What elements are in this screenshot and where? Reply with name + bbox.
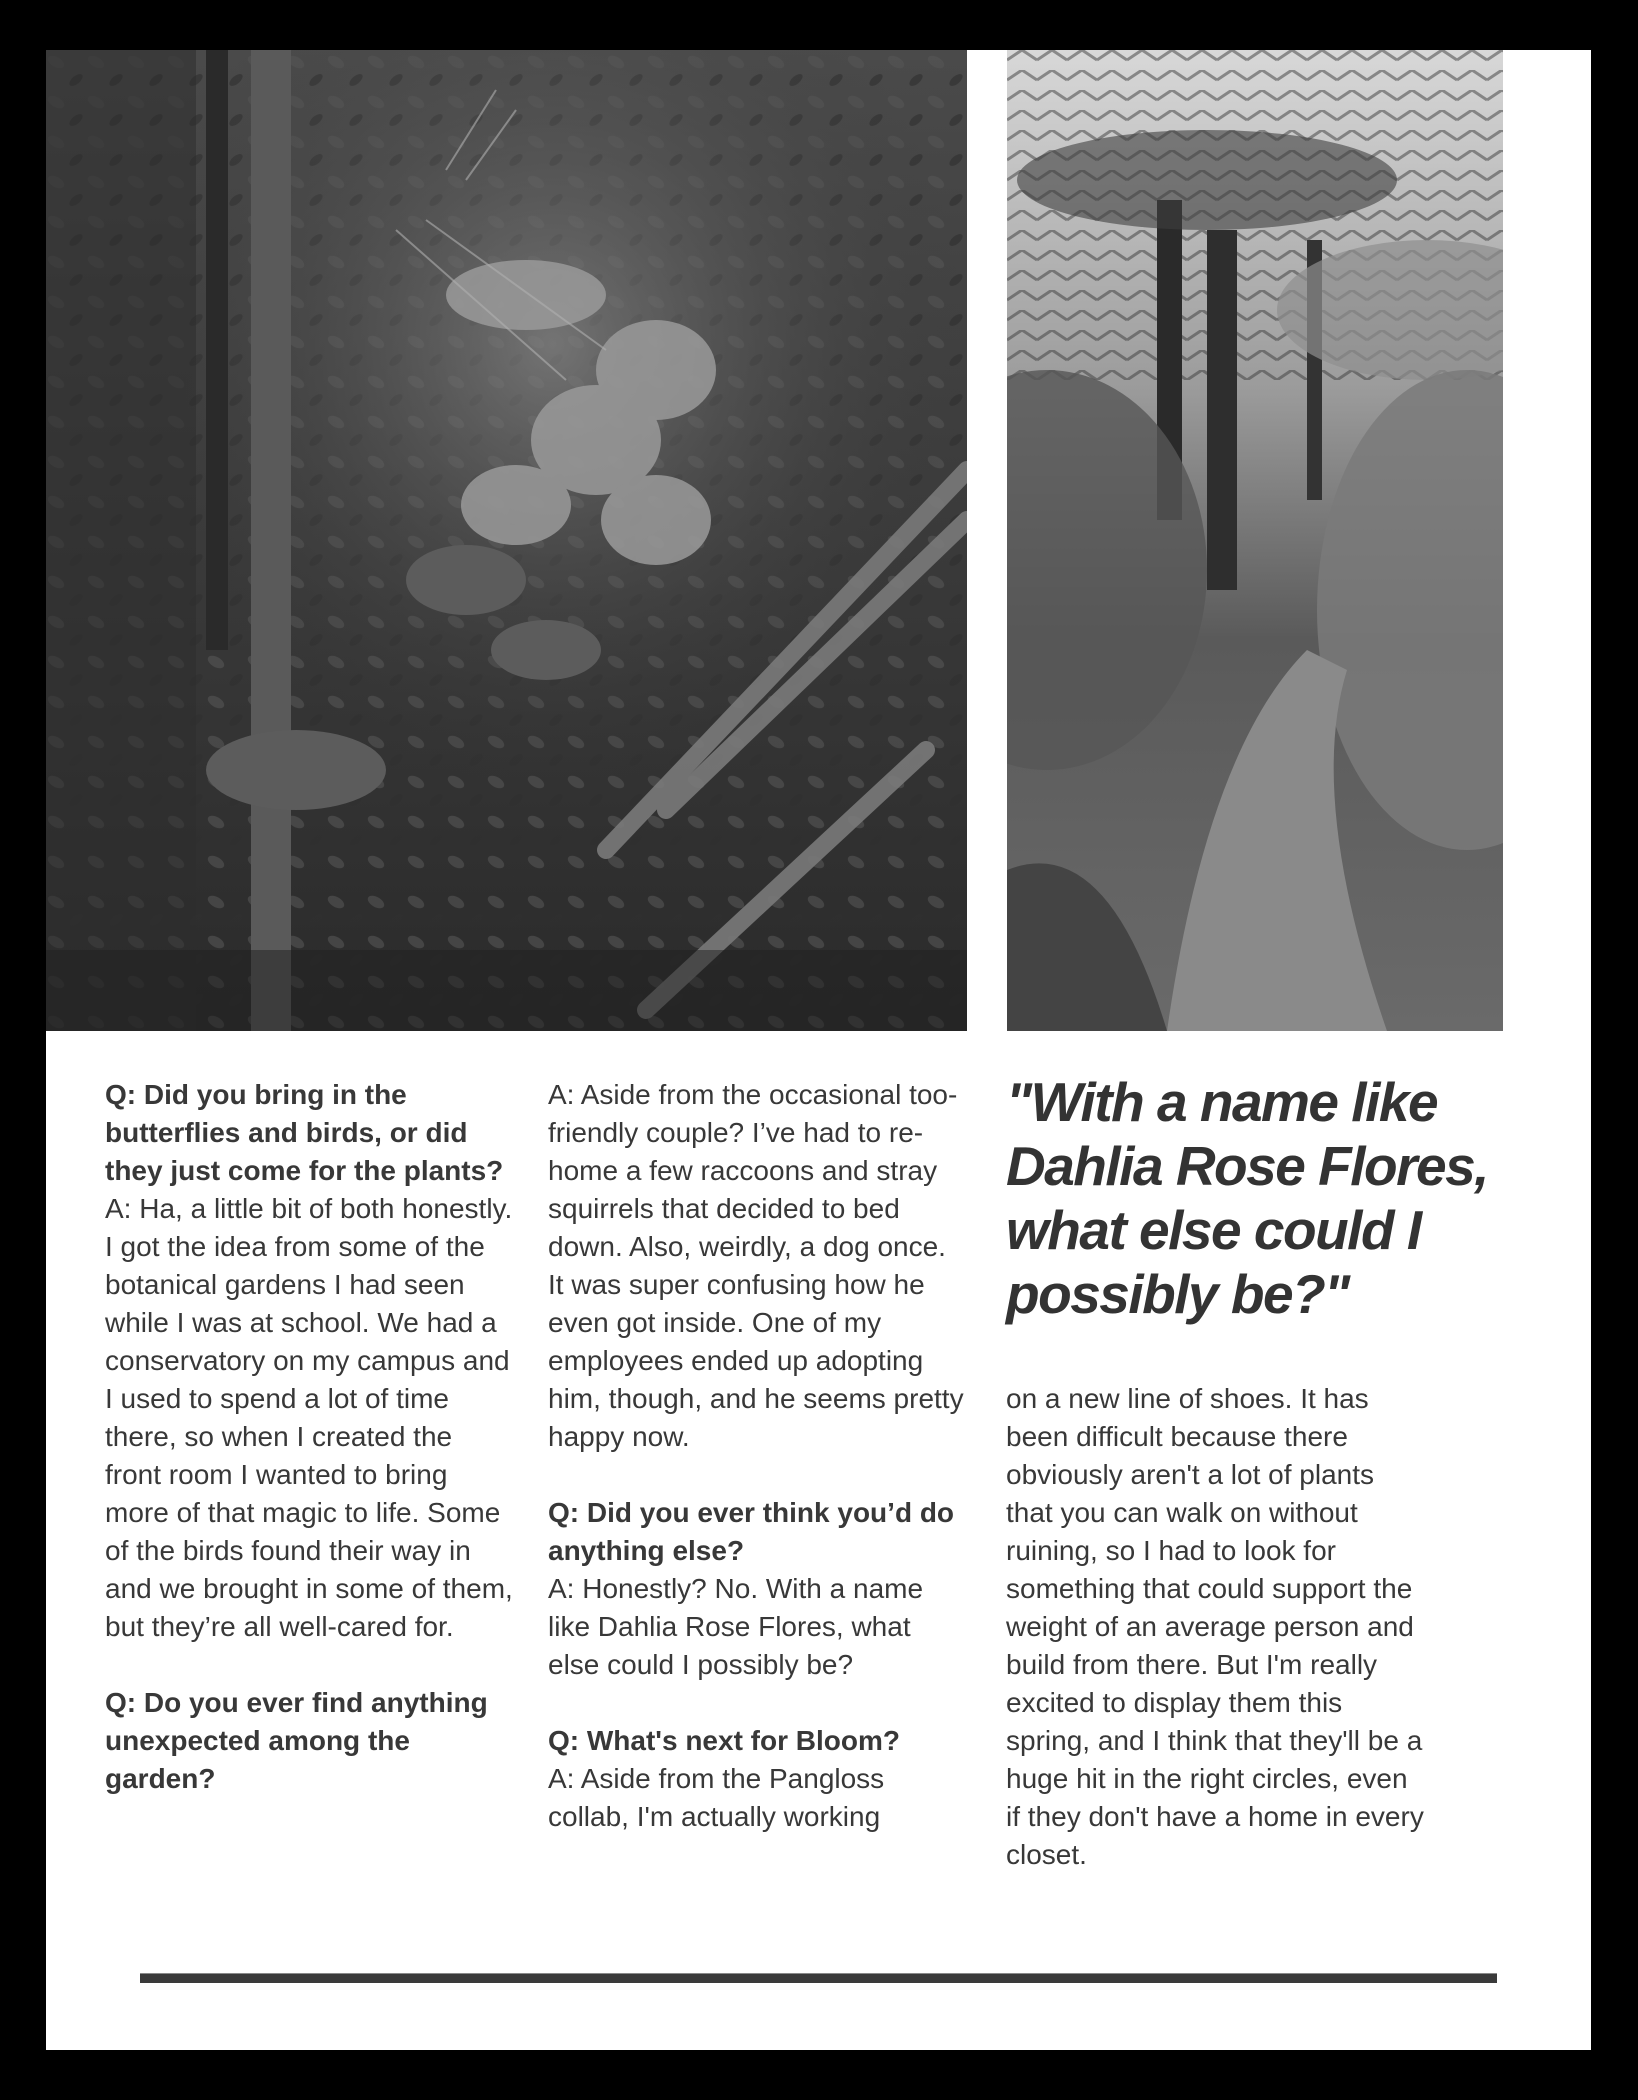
column-1: [105, 1076, 515, 1798]
answer-3: A: Honestly? No. With a name like Dahlia Rose Flores, what else could I possibly be?: [548, 1573, 924, 1680]
column-2: [548, 1076, 968, 1836]
pull-quote: "With a name like Dahlia Rose Flores, what else could I possibly be?": [1006, 1071, 1488, 1325]
question-1: Q: Did you bring in the butterflies and birds, or did they just come for the plants?: [105, 1079, 504, 1186]
magazine-page: [46, 50, 1591, 2050]
answer-2: A: Aside from the occasional too-friendly couple? I’ve had to re-home a few raccoons and stray squirrels that decided to bed down. Also, weirdly, a dog once. It was super confusing how he even got inside. One of my employees ended up adopting him, though, and he seems pretty happy now.: [548, 1079, 964, 1452]
paragraph-gap: [548, 1456, 968, 1494]
column-3: [1006, 1380, 1426, 1874]
answer-4-start: A: Aside from the Pangloss collab, I'm actually working: [548, 1763, 885, 1832]
question-3: Q: Did you ever think you’d do anything else?: [548, 1497, 955, 1566]
fern-path-photo-graphic: [1007, 50, 1503, 1031]
question-4: Q: What's next for Bloom?: [548, 1725, 900, 1756]
footer-divider: [140, 1973, 1497, 1983]
paragraph-gap: [105, 1646, 515, 1684]
jungle-photo: [46, 50, 967, 1031]
answer-4-continued: on a new line of shoes. It has been difficult because there obviously aren't a lot of plants that you can walk on without ruining, so I had to look for something that could support the weight of an average person and build from there. But I'm really excited to display them this spring, and I think that they'll be a huge hit in the right circles, even if they don't have a home in every closet.: [1006, 1383, 1424, 1870]
paragraph-gap: [548, 1684, 968, 1722]
answer-1: A: Ha, a little bit of both honestly. I got the idea from some of the botanical gardens I had seen while I was at school. We had a conservatory on my campus and I used to spend a lot of time there, so when I created the front room I wanted to bring more of that magic to life. Some of the birds found their way in and we brought in some of them, but they’re all well-cared for.: [105, 1193, 513, 1642]
jungle-photo-graphic: [46, 50, 967, 1031]
question-2: Q: Do you ever find anything unexpected among the garden?: [105, 1687, 488, 1794]
fern-path-photo: [1007, 50, 1503, 1031]
